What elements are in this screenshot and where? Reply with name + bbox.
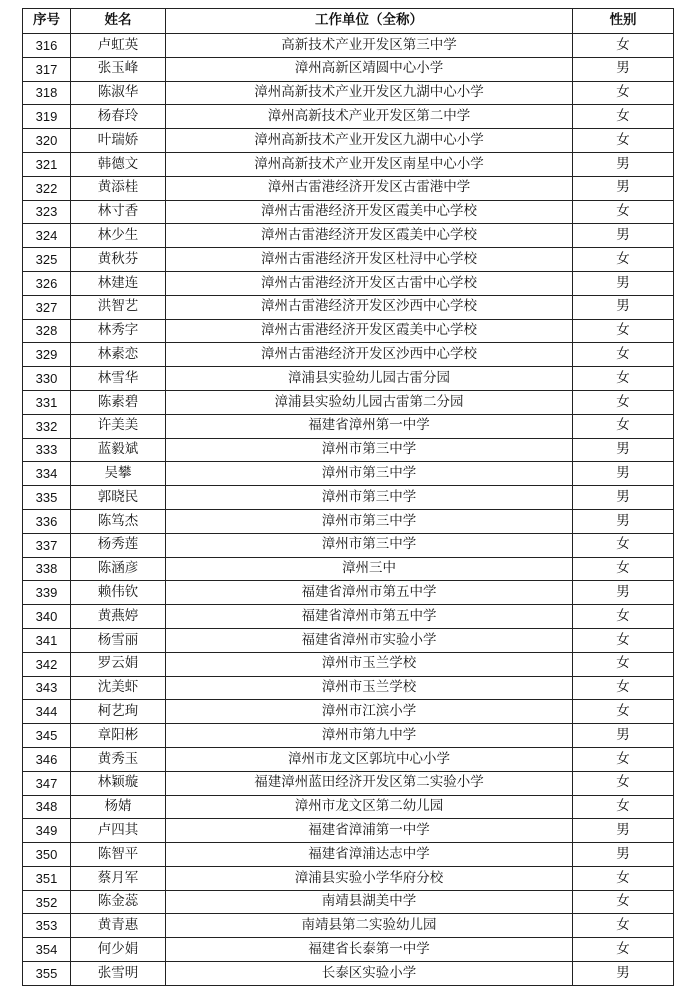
cell-serial-number: 332 [23,414,71,438]
cell-gender: 男 [573,962,674,986]
table-row [23,343,674,367]
cell-serial-number: 317 [23,57,71,81]
cell-serial-number: 348 [23,795,71,819]
table-row [23,486,674,510]
cell-gender: 女 [573,414,674,438]
table-row [23,819,674,843]
table-row [23,843,674,867]
cell-gender: 女 [573,200,674,224]
cell-name: 黄燕婷 [71,605,166,629]
cell-work-unit: 福建省漳浦第一中学 [166,819,573,843]
cell-serial-number: 352 [23,890,71,914]
cell-gender: 男 [573,271,674,295]
cell-name: 杨春玲 [71,105,166,129]
cell-gender: 女 [573,890,674,914]
cell-serial-number: 320 [23,129,71,153]
table-row [23,509,674,533]
cell-serial-number: 346 [23,747,71,771]
table-row [23,462,674,486]
table-row [23,676,674,700]
cell-serial-number: 354 [23,938,71,962]
cell-name: 卢四其 [71,819,166,843]
cell-gender: 女 [573,700,674,724]
cell-gender: 男 [573,438,674,462]
table-row [23,152,674,176]
cell-name: 陈涵彦 [71,557,166,581]
cell-gender: 女 [573,771,674,795]
cell-serial-number: 336 [23,509,71,533]
cell-work-unit: 漳州市江滨小学 [166,700,573,724]
cell-work-unit: 福建省漳州市第五中学 [166,605,573,629]
cell-name: 杨雪丽 [71,628,166,652]
cell-serial-number: 338 [23,557,71,581]
cell-gender: 女 [573,81,674,105]
cell-work-unit: 福建省漳州市第五中学 [166,581,573,605]
table-row [23,771,674,795]
cell-work-unit: 南靖县湖美中学 [166,890,573,914]
cell-serial-number: 325 [23,248,71,272]
table-row [23,200,674,224]
cell-work-unit: 漳州高新技术产业开发区第二中学 [166,105,573,129]
cell-work-unit: 漳州市第三中学 [166,462,573,486]
header-row [23,9,674,34]
cell-gender: 女 [573,652,674,676]
cell-work-unit: 漳州市玉兰学校 [166,676,573,700]
cell-work-unit: 漳州三中 [166,557,573,581]
cell-name: 蔡月军 [71,866,166,890]
cell-serial-number: 351 [23,866,71,890]
cell-work-unit: 漳州古雷港经济开发区霞美中心学校 [166,224,573,248]
cell-work-unit: 漳州古雷港经济开发区沙西中心学校 [166,295,573,319]
table-row [23,557,674,581]
cell-serial-number: 355 [23,962,71,986]
cell-work-unit: 高新技术产业开发区第三中学 [166,34,573,58]
cell-name: 林少生 [71,224,166,248]
cell-work-unit: 福建省漳州市实验小学 [166,628,573,652]
cell-name: 张玉峰 [71,57,166,81]
table-row [23,367,674,391]
cell-name: 陈素碧 [71,390,166,414]
cell-gender: 女 [573,343,674,367]
cell-gender: 女 [573,105,674,129]
table-row [23,414,674,438]
cell-work-unit: 福建漳州蓝田经济开发区第二实验小学 [166,771,573,795]
cell-name: 林素恋 [71,343,166,367]
cell-work-unit: 漳州市第三中学 [166,486,573,510]
table-row [23,628,674,652]
cell-name: 章阳彬 [71,724,166,748]
table-row [23,105,674,129]
cell-gender: 女 [573,795,674,819]
table-row [23,795,674,819]
cell-name: 柯艺珣 [71,700,166,724]
table-row [23,34,674,58]
roster-table [22,8,674,986]
cell-name: 许美美 [71,414,166,438]
cell-gender: 男 [573,486,674,510]
cell-serial-number: 323 [23,200,71,224]
cell-serial-number: 316 [23,34,71,58]
cell-gender: 女 [573,367,674,391]
cell-work-unit: 漳州古雷港经济开发区古雷中心学校 [166,271,573,295]
cell-name: 何少娟 [71,938,166,962]
cell-work-unit: 漳州古雷港经济开发区霞美中心学校 [166,319,573,343]
cell-gender: 女 [573,866,674,890]
roster-body [23,34,674,986]
cell-gender: 男 [573,509,674,533]
cell-name: 陈笃杰 [71,509,166,533]
table-row [23,652,674,676]
table-row [23,248,674,272]
cell-work-unit: 漳州高新技术产业开发区九湖中心小学 [166,129,573,153]
cell-work-unit: 漳州市玉兰学校 [166,652,573,676]
cell-work-unit: 漳州高新技术产业开发区九湖中心小学 [166,81,573,105]
cell-name: 洪智艺 [71,295,166,319]
cell-work-unit: 漳州古雷港经济开发区古雷港中学 [166,176,573,200]
table-row [23,295,674,319]
cell-gender: 男 [573,152,674,176]
cell-name: 林寸香 [71,200,166,224]
cell-gender: 男 [573,295,674,319]
cell-serial-number: 321 [23,152,71,176]
cell-serial-number: 337 [23,533,71,557]
cell-serial-number: 333 [23,438,71,462]
cell-name: 陈智平 [71,843,166,867]
cell-work-unit: 漳浦县实验小学华府分校 [166,866,573,890]
cell-work-unit: 漳浦县实验幼儿园古雷第二分园 [166,390,573,414]
cell-work-unit: 福建省长泰第一中学 [166,938,573,962]
table-row [23,938,674,962]
cell-serial-number: 319 [23,105,71,129]
cell-work-unit: 漳浦县实验幼儿园古雷分园 [166,367,573,391]
cell-work-unit: 漳州市龙文区第二幼儿园 [166,795,573,819]
cell-serial-number: 318 [23,81,71,105]
cell-gender: 男 [573,724,674,748]
cell-serial-number: 335 [23,486,71,510]
cell-gender: 女 [573,248,674,272]
cell-gender: 女 [573,557,674,581]
cell-gender: 女 [573,938,674,962]
cell-gender: 男 [573,57,674,81]
cell-gender: 男 [573,843,674,867]
cell-name: 黄添桂 [71,176,166,200]
cell-name: 黄秋芬 [71,248,166,272]
roster-sheet [22,8,674,986]
cell-name: 吴攀 [71,462,166,486]
cell-name: 罗云娟 [71,652,166,676]
cell-serial-number: 331 [23,390,71,414]
cell-gender: 女 [573,914,674,938]
table-row [23,581,674,605]
cell-name: 黄秀玉 [71,747,166,771]
cell-work-unit: 漳州市第三中学 [166,438,573,462]
cell-serial-number: 353 [23,914,71,938]
cell-name: 陈金蕊 [71,890,166,914]
cell-work-unit: 漳州古雷港经济开发区霞美中心学校 [166,200,573,224]
cell-serial-number: 342 [23,652,71,676]
cell-serial-number: 329 [23,343,71,367]
cell-gender: 男 [573,176,674,200]
cell-serial-number: 349 [23,819,71,843]
cell-serial-number: 324 [23,224,71,248]
cell-work-unit: 漳州市龙文区郭坑中心小学 [166,747,573,771]
header-gender: 性别 [573,9,674,34]
cell-gender: 女 [573,676,674,700]
table-row [23,319,674,343]
table-row [23,890,674,914]
cell-gender: 女 [573,533,674,557]
cell-work-unit: 长泰区实验小学 [166,962,573,986]
cell-name: 韩德文 [71,152,166,176]
cell-serial-number: 328 [23,319,71,343]
cell-serial-number: 326 [23,271,71,295]
cell-serial-number: 340 [23,605,71,629]
header-work-unit: 工作单位（全称） [166,9,573,34]
table-row [23,390,674,414]
header-name: 姓名 [71,9,166,34]
cell-gender: 女 [573,129,674,153]
cell-gender: 女 [573,628,674,652]
cell-serial-number: 343 [23,676,71,700]
table-row [23,962,674,986]
cell-name: 杨秀莲 [71,533,166,557]
cell-gender: 女 [573,747,674,771]
table-row [23,724,674,748]
table-row [23,57,674,81]
cell-name: 沈美虾 [71,676,166,700]
cell-serial-number: 350 [23,843,71,867]
cell-name: 郭晓民 [71,486,166,510]
cell-serial-number: 347 [23,771,71,795]
cell-serial-number: 341 [23,628,71,652]
cell-work-unit: 南靖县第二实验幼儿园 [166,914,573,938]
cell-name: 林雪华 [71,367,166,391]
cell-work-unit: 漳州市第三中学 [166,509,573,533]
cell-name: 赖伟钦 [71,581,166,605]
cell-work-unit: 漳州高新技术产业开发区南星中心小学 [166,152,573,176]
cell-gender: 女 [573,605,674,629]
cell-name: 蓝毅斌 [71,438,166,462]
cell-name: 林颖璇 [71,771,166,795]
cell-work-unit: 漳州高新区靖圆中心小学 [166,57,573,81]
header-serial-number: 序号 [23,9,71,34]
cell-serial-number: 339 [23,581,71,605]
cell-name: 黄青惠 [71,914,166,938]
cell-work-unit: 漳州市第三中学 [166,533,573,557]
cell-gender: 女 [573,319,674,343]
cell-gender: 男 [573,224,674,248]
cell-name: 叶瑞娇 [71,129,166,153]
cell-serial-number: 327 [23,295,71,319]
cell-gender: 女 [573,390,674,414]
cell-gender: 女 [573,34,674,58]
cell-name: 陈淑华 [71,81,166,105]
cell-gender: 男 [573,462,674,486]
table-row [23,129,674,153]
table-row [23,438,674,462]
cell-gender: 男 [573,581,674,605]
cell-gender: 男 [573,819,674,843]
cell-serial-number: 344 [23,700,71,724]
cell-work-unit: 漳州古雷港经济开发区沙西中心学校 [166,343,573,367]
cell-name: 林建连 [71,271,166,295]
table-row [23,533,674,557]
cell-serial-number: 334 [23,462,71,486]
cell-name: 张雪明 [71,962,166,986]
table-row [23,81,674,105]
table-row [23,747,674,771]
table-row [23,914,674,938]
cell-name: 林秀字 [71,319,166,343]
cell-work-unit: 福建省漳州第一中学 [166,414,573,438]
table-row [23,700,674,724]
cell-name: 杨婧 [71,795,166,819]
table-row [23,224,674,248]
table-row [23,271,674,295]
cell-name: 卢虹英 [71,34,166,58]
table-row [23,866,674,890]
table-row [23,176,674,200]
cell-serial-number: 330 [23,367,71,391]
cell-work-unit: 漳州市第九中学 [166,724,573,748]
cell-work-unit: 福建省漳浦达志中学 [166,843,573,867]
cell-work-unit: 漳州古雷港经济开发区杜浔中心学校 [166,248,573,272]
cell-serial-number: 345 [23,724,71,748]
cell-serial-number: 322 [23,176,71,200]
table-row [23,605,674,629]
